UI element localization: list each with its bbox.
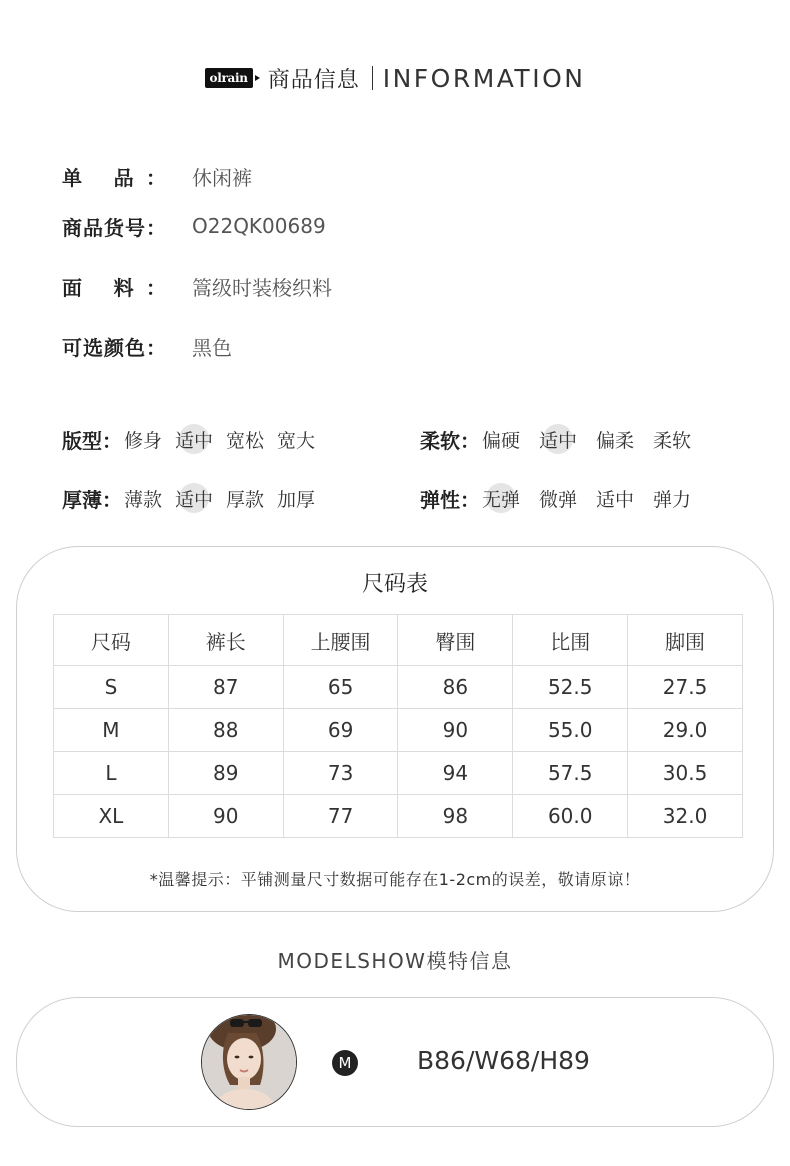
table-cell: 27.5 <box>628 666 743 709</box>
logo-arrow-icon <box>255 75 260 81</box>
info-label: 单 品： <box>62 165 166 190</box>
attr-option: 宽大 <box>277 429 316 452</box>
attr-elasticity <box>420 483 710 513</box>
info-label: 商品货号： <box>62 215 166 240</box>
attr-option: 修身 <box>124 429 163 452</box>
table-cell: 69 <box>283 709 398 752</box>
table-cell: S <box>54 666 169 709</box>
table-cell: 88 <box>168 709 283 752</box>
table-row <box>54 709 743 752</box>
table-row <box>54 795 743 838</box>
table-header-cell: 上腰围 <box>283 615 398 666</box>
attr-option-selected: 适中 <box>175 426 213 453</box>
info-row-fabric <box>62 271 332 301</box>
table-cell: 98 <box>398 795 513 838</box>
brand-logo: olrain <box>205 68 253 88</box>
header-title-en: INFORMATION <box>382 63 586 93</box>
attr-option-selected: 无弹 <box>482 485 520 512</box>
section-header <box>0 60 790 96</box>
model-size-badge: M <box>332 1050 358 1076</box>
table-header-cell: 尺码 <box>54 615 169 666</box>
attr-thickness <box>62 483 328 513</box>
table-cell: 55.0 <box>513 709 628 752</box>
table-cell: 89 <box>168 752 283 795</box>
model-section-title: MODELSHOW模特信息 <box>277 949 513 973</box>
size-chart-card <box>16 546 774 912</box>
info-value: 休闲裤 <box>192 165 252 190</box>
table-cell: 77 <box>283 795 398 838</box>
table-cell: 86 <box>398 666 513 709</box>
table-header-cell: 比围 <box>513 615 628 666</box>
table-cell: 87 <box>168 666 283 709</box>
attr-option-selected: 适中 <box>175 485 213 512</box>
attr-label: 弹性： <box>420 487 480 512</box>
table-cell: 94 <box>398 752 513 795</box>
info-label: 面 料： <box>62 275 166 300</box>
attr-option: 加厚 <box>277 488 316 511</box>
table-cell: 29.0 <box>628 709 743 752</box>
model-avatar <box>201 1014 297 1110</box>
table-header-cell: 裤长 <box>168 615 283 666</box>
table-header-row <box>54 615 743 666</box>
attr-option: 宽松 <box>226 429 265 452</box>
attr-fit <box>62 424 328 454</box>
info-row-item <box>62 161 252 191</box>
attr-option: 偏硬 <box>482 429 521 452</box>
attr-softness <box>420 424 710 454</box>
attr-label: 版型： <box>62 428 122 453</box>
table-header-cell: 臀围 <box>398 615 513 666</box>
attr-option: 厚款 <box>226 488 265 511</box>
table-cell: L <box>54 752 169 795</box>
header-title-cn: 商品信息 <box>267 67 360 93</box>
table-cell: 60.0 <box>513 795 628 838</box>
size-table <box>53 614 743 838</box>
size-chart-title: 尺码表 <box>361 572 428 597</box>
attr-label: 厚薄： <box>62 487 122 512</box>
table-cell: XL <box>54 795 169 838</box>
table-cell: 57.5 <box>513 752 628 795</box>
header-divider <box>372 66 373 90</box>
attr-option: 弹力 <box>653 488 692 511</box>
info-row-sku <box>62 211 326 241</box>
table-cell: 52.5 <box>513 666 628 709</box>
attr-option: 偏柔 <box>596 429 635 452</box>
info-value: O22QK00689 <box>192 214 326 238</box>
info-value: 篙级时装梭织料 <box>192 275 332 300</box>
table-row <box>54 752 743 795</box>
table-row <box>54 666 743 709</box>
attr-option: 柔软 <box>653 429 692 452</box>
model-info-card <box>16 997 774 1127</box>
attr-option: 适中 <box>596 488 635 511</box>
table-cell: 65 <box>283 666 398 709</box>
size-chart-note: *温馨提示：平铺测量尺寸数据可能存在1-2cm的误差，敬请原谅！ <box>149 870 641 889</box>
table-cell: 90 <box>168 795 283 838</box>
table-cell: 32.0 <box>628 795 743 838</box>
attr-option: 微弹 <box>539 488 578 511</box>
table-cell: M <box>54 709 169 752</box>
model-measurements: B86/W68/H89 <box>417 1046 590 1075</box>
info-label: 可选颜色： <box>62 335 166 360</box>
attr-label: 柔软： <box>420 428 480 453</box>
info-value: 黑色 <box>192 335 232 360</box>
attr-option: 薄款 <box>124 488 163 511</box>
table-header-cell: 脚围 <box>628 615 743 666</box>
table-cell: 30.5 <box>628 752 743 795</box>
table-cell: 73 <box>283 752 398 795</box>
table-cell: 90 <box>398 709 513 752</box>
model-portrait-icon <box>202 1015 297 1110</box>
attr-option-selected: 适中 <box>539 426 577 453</box>
info-row-color <box>62 331 232 361</box>
